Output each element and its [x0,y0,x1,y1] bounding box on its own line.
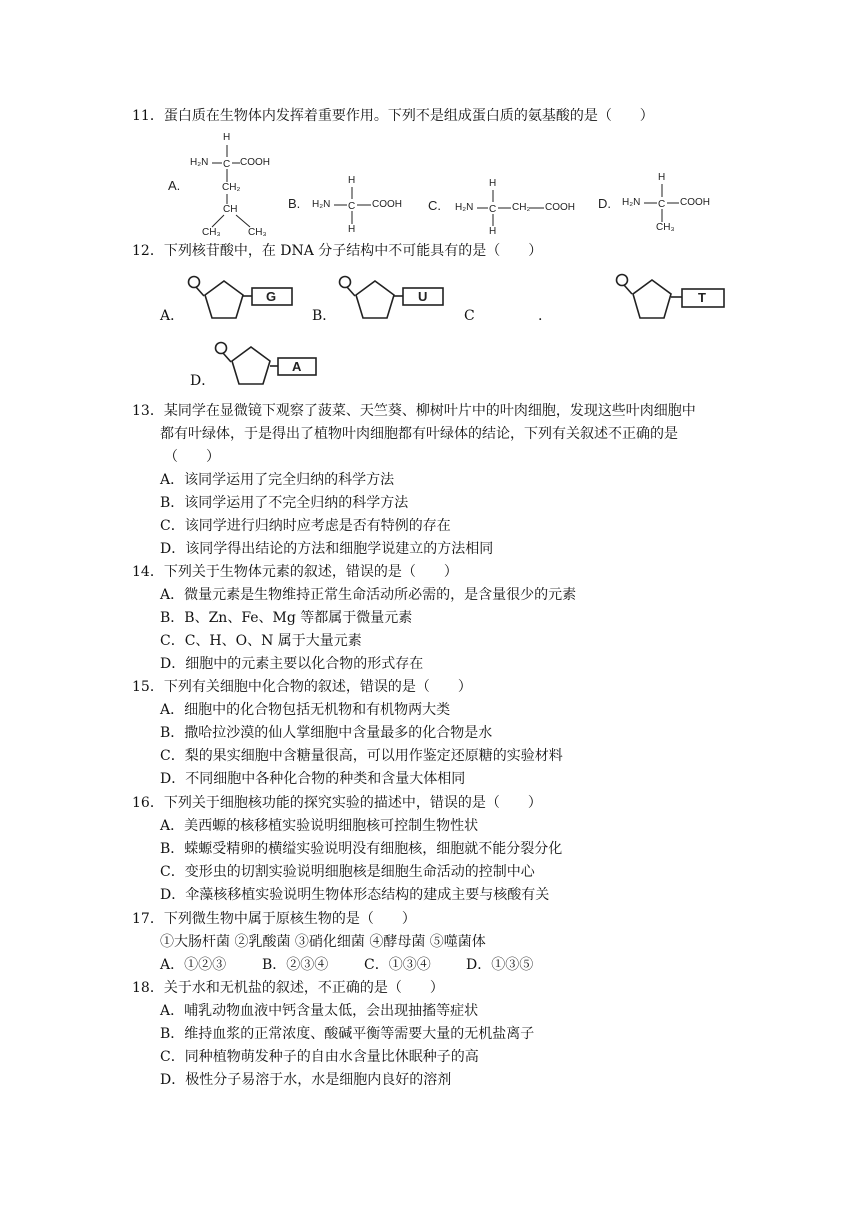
q17-items: ①大肠杆菌 ②乳酸菌 ③硝化细菌 ④酵母菌 ⑤噬菌体 [160,934,486,950]
q14-option-a: A．微量元素是生物维持正常生命活动所必需的，是含量很少的元素 [160,587,577,603]
q13-stem-line2: 都有叶绿体，于是得出了植物叶肉细胞都有叶绿体的结论，下列有关叙述不正确的是 [160,426,678,442]
q12-opt-c-dot: . [538,308,543,324]
q11-c-c: C [489,204,497,215]
q12-stem: 12．下列核苷酸中，在 DNA 分子结构中不可能具有的是（ ） [132,243,543,259]
q13-stem-line1: 13．某同学在显微镜下观察了菠菜、天竺葵、柳树叶片中的叶肉细胞，发现这些叶肉细胞中 [132,403,696,419]
q17-option-a: A．①②③ [160,957,227,973]
q13-option-d: D．该同学得出结论的方法和细胞学说建立的方法相同 [160,541,494,557]
nucleotide-b [340,277,444,319]
q14-option-d: D．细胞中的元素主要以化合物的形式存在 [160,656,424,672]
q13-option-c: C．该同学进行归纳时应考虑是否有特例的存在 [160,518,451,534]
q13-stem-line3: （ ） [164,449,220,465]
q11-d-c: C [658,199,666,210]
q16-option-d: D．伞藻核移植实验说明生物体形态结构的建成主要与核酸有关 [160,887,550,903]
q13-option-a: A．该同学运用了完全归纳的科学方法 [160,472,395,488]
q17-option-d: D．①③⑤ [466,957,534,973]
q11-b-c: C [348,201,356,212]
q17-option-b: B．②③④ [262,957,329,973]
q15-option-c: C．梨的果实细胞中含糖量很高，可以用作鉴定还原糖的实验材料 [160,748,563,764]
q18-option-d: D．极性分子易溶于水，水是细胞内良好的溶剂 [160,1072,452,1088]
q15-option-d: D．不同细胞中各种化合物的种类和含量大体相同 [160,771,466,787]
q12-opt-c: C [464,308,475,324]
q15-stem: 15．下列有关细胞中化合物的叙述，错误的是（ ） [132,679,472,695]
base-g-label: G [266,289,277,304]
q12-opt-d: D． [190,373,216,389]
q13-option-b: B．该同学运用了不完全归纳的科学方法 [160,495,409,511]
q14-stem: 14．下列关于生物体元素的叙述，错误的是（ ） [132,564,458,580]
nucleotide-c [617,275,725,319]
q16-option-b: B．蝾螈受精卵的横缢实验说明没有细胞核，细胞就不能分裂分化 [160,841,563,857]
q18-option-b: B．维持血浆的正常浓度、酸碱平衡等需要大量的无机盐离子 [160,1026,535,1042]
q12-opt-a: A． [160,308,185,324]
nucleotide-a [189,277,293,319]
q16-option-a: A．美西螈的核移植实验说明细胞核可控制生物性状 [160,818,479,834]
base-a-label: A [292,359,302,374]
q16-stem: 16．下列关于细胞核功能的探究实验的描述中，错误的是（ ） [132,795,542,811]
q18-option-c: C．同种植物萌发种子的自由水含量比休眠种子的高 [160,1049,479,1065]
q11-a-c: C [223,159,231,170]
q18-option-a: A．哺乳动物血液中钙含量太低，会出现抽搐等症状 [160,1003,479,1019]
q14-option-c: C．C、H、O、N 属于大量元素 [160,633,362,649]
q14-option-b: B．B、Zn、Fe、Mg 等都属于微量元素 [160,610,413,626]
q16-option-c: C．变形虫的切割实验说明细胞核是细胞生命活动的控制中心 [160,864,535,880]
q18-stem: 18．关于水和无机盐的叙述，不正确的是（ ） [132,980,444,996]
q12-opt-b: B． [312,308,337,324]
q15-option-b: B．撒哈拉沙漠的仙人掌细胞中含量最多的化合物是水 [160,725,493,741]
q17-option-c: C．①③④ [364,957,431,973]
q15-option-a: A．细胞中的化合物包括无机物和有机物两大类 [160,702,451,718]
base-t-label: T [698,290,706,305]
q11-stem: 11．蛋白质在生物体内发挥着重要作用。下列不是组成蛋白质的氨基酸的是（ ） [132,108,654,124]
base-u-label: U [418,289,428,304]
q17-stem: 17．下列微生物中属于原核生物的是（ ） [132,911,416,927]
